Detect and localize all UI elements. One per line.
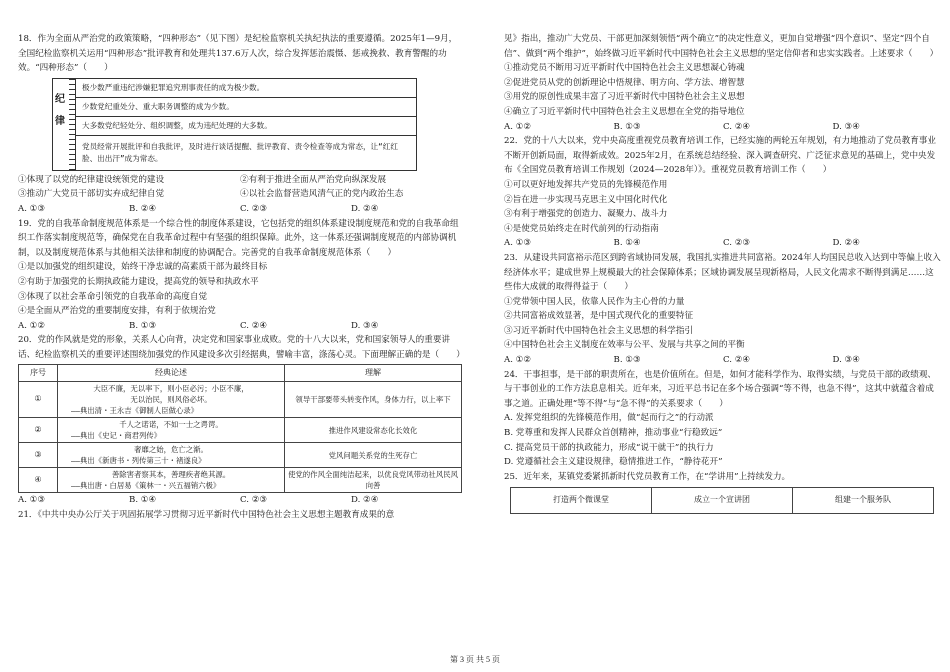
understanding-cell: 使党的作风全面纯洁起来，以优良党风带动社风民风向善: [285, 468, 462, 493]
quote-line: 奢靡之始，危亡之渐。: [134, 445, 208, 455]
classic-quote-cell: [58, 468, 285, 493]
quote-source: ——典出《史记・商君列传》: [71, 431, 162, 441]
choice: ③用党的原创性成果丰富了习近平新时代中国特色社会主义思想: [504, 92, 745, 103]
option: D. ③④: [832, 121, 860, 132]
discipline-ruler-graphic: [52, 78, 76, 171]
row-number: ①: [19, 382, 58, 418]
table-cell: 打造两个微课堂: [511, 488, 652, 514]
table-cell: 组建一个服务队: [793, 488, 934, 514]
table-header-row: [19, 364, 462, 382]
option: D. ②④: [351, 203, 379, 214]
choice: ②促进党员从党的创新理论中悟规律、明方向、学方法、增智慧: [504, 77, 745, 88]
choice: ①可以更好地发挥共产党员的先锋模范作用: [504, 179, 668, 190]
choice: ②有助于加强党的长期执政能力建设，提高党的领导和执政水平: [18, 276, 259, 287]
option: C. ②④: [723, 121, 751, 132]
quote-line: 千人之诺诺，不如一士之谔谔。: [119, 420, 223, 430]
quote-source: ——典出唐・白居易《策林一・兴五福销六极》: [71, 481, 221, 491]
row-number: ④: [19, 468, 58, 493]
q18-stem: 18．作为全面从严治党的政策策略，“四种形态”（见下图）是纪检监察机关执纪执法的重要遵循。2025年1—9月，全国纪检监察机关运用“四种形态”批评教育和处理共137.6万人次，综合发挥惩治震慑、惩戒挽救、教育警醒的功效。“四种形态”（ ）: [18, 34, 458, 74]
option: B. ①③: [613, 121, 641, 132]
option: D. 党遵循社会主义建设规律，稳情推进工作，“静待花开”: [504, 457, 723, 468]
forms-box: [76, 78, 417, 171]
option: C. ②③: [240, 495, 268, 506]
option: A. 发挥党组织的先锋模范作用，做“起而行之”的行动派: [504, 413, 714, 424]
option: D. ③④: [351, 320, 379, 331]
choice: ④以社会监督营造风清气正的党内政治生态: [240, 189, 404, 200]
option: D. ②④: [832, 238, 860, 249]
form-item: 极少数严重违纪涉嫌犯罪追究刑事责任的成为极少数。: [76, 79, 416, 98]
choice: ②共同富裕成效显著，是中国式现代化的重要特征: [504, 311, 694, 322]
ruler-label: 纪律: [55, 93, 65, 127]
option: A. ①②: [504, 355, 532, 366]
option: C. 提高党员干部的执政能力，形成“说干就干”的执行力: [504, 442, 714, 453]
q25-stem: 25．近年来，某镇党委紧抓新时代党员教育工作，在“学讲用”上持续发力。: [504, 471, 791, 482]
q21-stem-continued: 见》指出，推动广大党员、干部更加深刻领悟“两个确立”的决定性意义，更加自觉增强“四个意识”、坚定“四个自信”、做到“两个维护”，始终做习近平新时代中国特色社会主义思想的坚定信仰者和忠实实践者。上述要求（ ）: [504, 34, 939, 59]
table-cell: 成立一个宣讲团: [652, 488, 793, 514]
choice: ①是以加强党的组织建设，始终干净忠诚的高素质干部为最终目标: [18, 262, 268, 273]
q18-choices-row2: [18, 187, 462, 202]
q22-stem: 22．党的十八大以来，党中央高度重视党员教育培训工作，已经实施的两轮五年规划，有力地推动了党员教育事业不断开创新局面，取得新成效。2025年2月，在系统总结经验、深入调查研究、广泛征求意见的基础上，党中央发布《全国党员教育培训工作规划（2024—2028年）》。重视党员教育培训工作（ ）: [504, 136, 937, 176]
option: A. ①③: [504, 238, 532, 249]
q24-stem: 24．干事担事，是干部的职责所在，也是价值所在。但是，如何才能科学作为、取得实绩，与党员干部的政绩观、与干事创业的工作方法息息相关。近年来，习近平总书记在多个场合强调“等不得，也急不得”，这其中就蕴含着成事之道。正确处理“等不得”与“急不得”的关系要求（ ）: [504, 369, 937, 409]
quote-line: 无以治民，则风俗必坏。: [130, 395, 212, 405]
option: A. ①③: [18, 203, 46, 214]
header-cell: 理解: [285, 364, 462, 382]
q19-options: [18, 319, 462, 334]
table-row: [511, 488, 934, 514]
row-number: ②: [19, 418, 58, 443]
table-row: [19, 382, 462, 418]
q20-table: [18, 364, 462, 494]
right-column: [504, 32, 942, 514]
understanding-cell: 党风问题关系党的生死存亡: [285, 443, 462, 468]
choice: ①体现了以党的纪律建设统领党的建设: [18, 174, 165, 185]
table-row: [19, 468, 462, 493]
table-row: [19, 418, 462, 443]
q18-options: [18, 202, 462, 217]
option: B. ①③: [613, 355, 641, 366]
q19-stem: 19．党的自我革命制度规范体系是一个综合性的制度体系建设，它包括党的组织体系建设制度规范和党的自我革命组织工作落实制度规范等，确保党在自我革命过程中有坚强的组织保障。此外，这一体系还强调制度规范的内部协调机制，以及制度规范体系与其他相关法律和制度的协调配合。完善党的自我革命制度规范体系（ ）: [18, 218, 459, 258]
q21-stem-start: 21．《中共中央办公厅关于巩固拓展学习贯彻习近平新时代中国特色社会主义思想主题教育成果的意: [18, 509, 395, 520]
q23-stem: 23．从建设共同富裕示范区到跨省域协同发展，我国扎实推进共同富裕。2024年人均国民总收入达到中等偏上收入经济体水平；建成世界上规模最大的社会保障体系；区域协调发展呈现新格局，人民文化需求不断得到满足……这些伟大成就的取得得益于（ ）: [504, 252, 941, 293]
four-forms-figure: [52, 78, 462, 171]
choice: ①党带领中国人民，依靠人民作为主心骨的力量: [504, 296, 685, 307]
row-number: ③: [19, 443, 58, 468]
option: C. ②④: [240, 320, 268, 331]
option: C. ②③: [723, 238, 751, 249]
understanding-cell: 推进作风建设常态化长效化: [285, 418, 462, 443]
choice: ④确立了习近平新时代中国特色社会主义思想在全党的指导地位: [504, 106, 745, 117]
form-item: 大多数党纪轻处分、组织调整，成为违纪处理的大多数。: [76, 117, 416, 136]
choice: ③有利于增强党的创造力、凝聚力、战斗力: [504, 209, 668, 220]
option: B. ①③: [129, 320, 157, 331]
choice: ①推动党员不断用习近平新时代中国特色社会主义思想凝心铸魂: [504, 63, 745, 74]
choice: ④是全面从严治党的重要制度安排，有利于依规治党: [18, 306, 216, 317]
page-footer: 第 3 页 共 5 页: [450, 655, 500, 664]
header-cell: 经典论述: [58, 364, 285, 382]
quote-source: ——典出清・王永吉《御制人臣做心录》: [71, 406, 199, 416]
option: A. ①②: [18, 320, 46, 331]
option: B. 党尊重和发挥人民群众首创精神，推动事业“行稳致远”: [504, 428, 723, 439]
option: B. ②④: [129, 203, 157, 214]
classic-quote-cell: [58, 382, 285, 418]
q20-options: [18, 493, 462, 508]
q20-stem: 20．党的作风就是党的形象，关系人心向背，决定党和国家事业成败。党的十八大以来，党和国家领导人的重要讲话、纪检监察机关的重要评述围绕加强党的作风建设多次引经据典，譬喻丰富，涤荡心灵。下面理解正确的是（ ）: [18, 335, 465, 360]
q21-options: [504, 120, 942, 135]
classic-quote-cell: [58, 418, 285, 443]
q18-choices-row1: [18, 173, 462, 188]
option: A. ①③: [18, 495, 46, 506]
choice: ②旨在进一步实现马克思主义中国化时代化: [504, 194, 668, 205]
option: C. ②④: [723, 355, 751, 366]
choice: ④是使党员始终走在时代前列的行动指南: [504, 223, 659, 234]
q25-table: [510, 487, 934, 514]
q23-options: [504, 353, 942, 368]
quote-line: 善除害者察其本，善理疾者绝其源。: [111, 470, 231, 480]
understanding-cell: 领导干部要带头转变作风，身体力行，以上率下: [285, 382, 462, 418]
option: D. ③④: [832, 355, 860, 366]
choice: ②有利于推进全面从严治党向纵深发展: [240, 174, 387, 185]
q22-options: [504, 236, 942, 251]
quote-source: ——典出《新唐书・列传第三十・褚遂良》: [71, 456, 206, 466]
classic-quote-cell: [58, 443, 285, 468]
quote-line: 大臣不廉，无以率下，则小臣必污；小臣不廉，: [93, 384, 249, 394]
choice: ④中国特色社会主义制度在效率与公平、发展与共享之间的平衡: [504, 340, 745, 351]
form-item: 党员经常开展批评和自我批评，及时进行谈话提醒、批评教育、责令检查等成为常态，让“红红脸、出出汗”成为常态。: [82, 141, 398, 163]
option: C. ②③: [240, 203, 268, 214]
option: B. ①④: [129, 495, 157, 506]
header-cell: 序号: [19, 364, 58, 382]
choice: ③推动广大党员干部切实弃成纪律自觉: [18, 189, 165, 200]
left-column: [18, 32, 465, 522]
table-row: [19, 443, 462, 468]
choice: ③体现了以社会革命引领党的自我革命的高度自觉: [18, 291, 208, 302]
option: B. ①④: [613, 238, 641, 249]
choice: ③习近平新时代中国特色社会主义思想的科学指引: [504, 325, 694, 336]
option: A. ①②: [504, 121, 532, 132]
option: D. ②④: [351, 495, 379, 506]
form-item: 少数党纪重处分、重大职务调整的成为少数。: [76, 98, 416, 117]
